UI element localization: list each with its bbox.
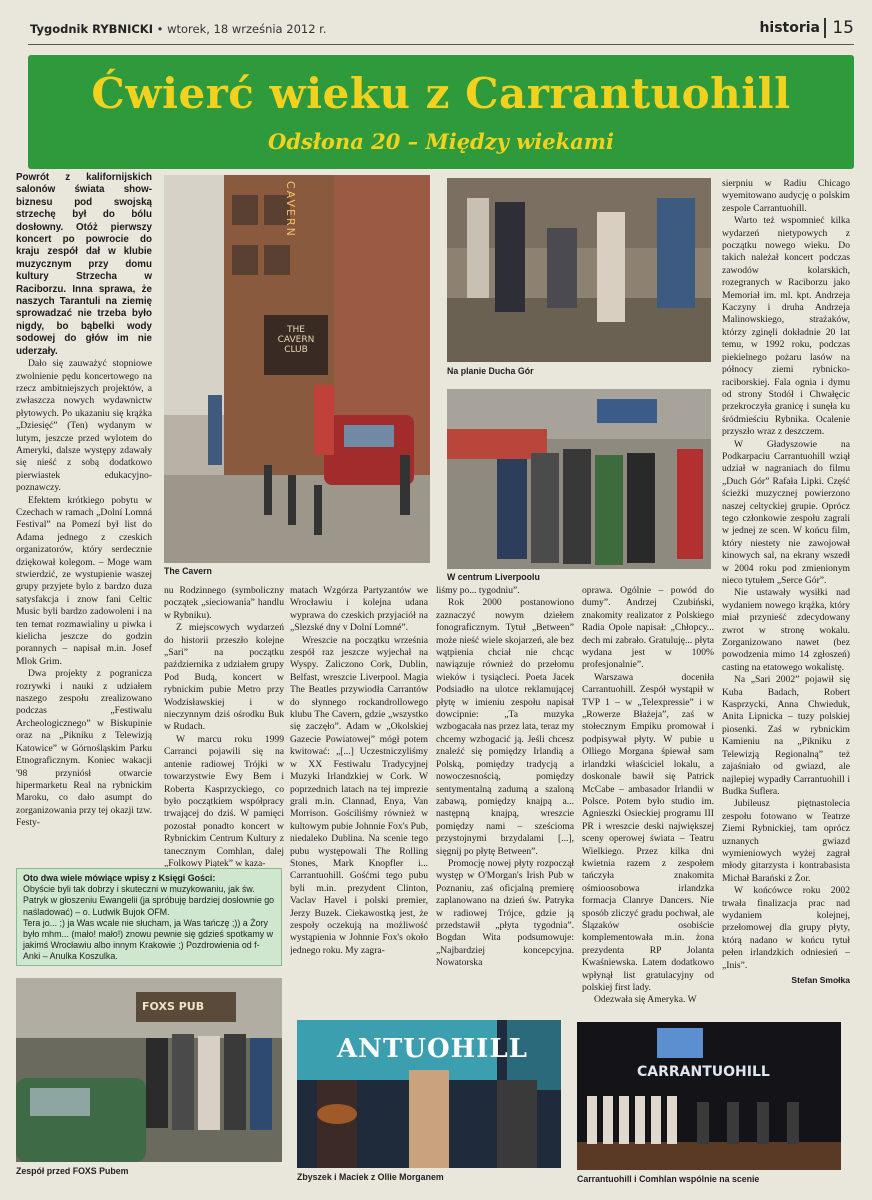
section-label: historia — [759, 20, 820, 36]
masthead — [30, 22, 327, 36]
photo-caption: Zespół przed FOXS Pubem — [16, 1166, 129, 1176]
article-column-3 — [290, 585, 428, 1017]
guestbook-entry: Obyście byli tak dobrzy i skuteczni w muzykowaniu, jak św. Patryk w głoszeniu Ewangelii (ja spróbuję bardziej dosłownie go naśladować) – o. Ludwik Bujok OFM. — [23, 884, 275, 917]
article-paragraph: Warszawa doceniła Carrantuohill. Zespół wystąpił w TVP 1 – w „Telexpressie” i w „Rowerze Błażeja”, zaś w stołecznym Empiku promował i podpisywał płyty. W pubie u Olliego Morgana śpiewał sam irlandzki właściciel lokalu, a doskonale bawił się Patrick McCabe – ambasador Irlandii w Polsce. Potem było studio im. Agnieszki Osieckiej programu III PR i wreszcie deski największej sceny operowej świata – Teatru Wielkiego. Przez kilka dni kwietnia razem z zespołem tańczyła znakomita ośmioosobowa irlandzka formacja Clanrye Dancers. Nie sposób zliczyć gradu pochwał, ale Ślązaków osobiście komplementowała m.in. żona prezydenta RP Jolanta Kwaśniewska. Latem dodatkowo wpłynął list gratulacyjny od polskiej first lady. — [582, 671, 714, 993]
article-paragraph: sierpniu w Radiu Chicago wyemitowano audycję o polskim zespole Carrantuohill. — [722, 178, 850, 214]
article-subtitle: Odsłona 20 – Między wiekami — [268, 129, 614, 154]
photo-comhlan — [577, 1022, 841, 1170]
cavern-club-sign: THE CAVERN CLUB — [277, 325, 315, 355]
article-column-5 — [582, 585, 714, 1017]
stage-banner-text: CARRANTUOHILL — [637, 1064, 770, 1080]
article-title: Ćwierć wieku z Carrantuohill — [91, 69, 791, 118]
article-paragraph: liśmy po... tygodniu”. — [436, 585, 520, 596]
guestbook-title: Oto dwa wiele mówiące wpisy z Księgi Gości: — [23, 873, 216, 883]
photo-liverpool — [447, 389, 711, 569]
photo-ollie-morgan — [297, 1020, 561, 1168]
article-column-2 — [164, 585, 284, 867]
cavern-street-image — [164, 175, 430, 563]
liverpool-street-image — [447, 389, 711, 569]
article-paragraph: nu Rodzinnego (symboliczny początek „sieciowania” handlu w Rybniku). — [164, 585, 284, 621]
article-lead: Powrót z kalifornijskich salonów świata show-biznesu pod swojską strzechę był do bólu dosłowny. Otóż pierwszy koncert po powrocie do kraju zespół dał w klubie muzycznym przy domu kultury Strzecha w Raciborzu. Inna sprawa, że naszych Tarantuli na ziemię sprowadzać nie trzeba było nigdy, bo bąbelki wody sodowej do głów im nie uderzały. — [16, 172, 152, 357]
paper-name: Tygodnik RYBNICKI — [30, 22, 153, 36]
article-column-6 — [722, 178, 850, 1020]
article-column-1 — [16, 172, 152, 868]
author-signature: Stefan Smołka — [791, 975, 850, 985]
article-paragraph: matach Wzgórza Partyzantów we Wrocławiu i kolejna udana wyprawa do czeskich przyjaciół na „Slezské dny v Dolní Lomné”. — [290, 585, 428, 634]
photo-caption: Zbyszek i Maciek z Ollie Morganem — [297, 1172, 444, 1182]
article-column-4 — [436, 585, 574, 1017]
photo-the-cavern — [164, 175, 430, 563]
article-paragraph: W końcówce roku 2002 trwała finalizacja prac nad wydaniem kolejnej, przełomowej dla grupy płyty, którą nadano w końcu tytuł pełen irlandzkich odniesień – „Inis”. — [722, 885, 850, 971]
article-paragraph: Dało się zauważyć stopniowe zwolnienie pędu koncertowego na rzecz ambitniejszych projektów, a zwłaszcza nowych wydawnictw płytowych. Po ukazaniu się krążka „Dziesięć” (Ten) wydanym w lutym, jeszcze przed wylotem do Ameryki, dalsze występy zdawały się nieść z sobą dodatkowo pierwiastek edukacyjno-poznawczy. — [16, 358, 152, 494]
article-paragraph: Odezwała się Ameryka. W — [594, 994, 697, 1006]
photo-caption: W centrum Liverpoolu — [447, 572, 540, 582]
article-paragraph: Warto też wspomnieć kilka wydarzeń nietypowych z początku nowego wieku. Do takich należał koncert podczas zawodów kolarskich, rozegranych w Raciborzu jako Memoriał im. ml. kpt. Andrzeja Kaczyny i druha Andrzeja Malinowskiego, strażaków, którzy zginęli dokładnie 20 lat temu, w 1992 roku, podczas piekielnego pożaru lasów na północy ziemi rybnicko-raciborskiej. Fala ognia i dymu od strony Stodół i Chwałęcic przekroczyła granicę i sunęła ku śródmieściu Rybnika. Ocalenie przyszło wraz z deszczem. — [722, 215, 850, 438]
photo-caption: Na planie Ducha Gór — [447, 366, 534, 376]
article-paragraph: Z miejscowych wydarzeń do historii przeszło kolejne „Sari” na początku października z udziałem grupy Pod Budą, koncert w rybnickim pubie Metro przy Wodzisławskiej i w nieczynnym dziś ośrodku Buk w Rudach. — [164, 622, 284, 733]
article-paragraph: Nie ustawały wysiłki nad wydaniem nowego krążka, który miał przynieść zdecydowany zwrot w stronę wokalu. Zorganizowano nawet (bez powodzenia mimo 14 zgłoszeń) casting na etatowego wokalistę. — [722, 587, 850, 673]
stage-banner-text: ANTUOHILL — [337, 1034, 528, 1064]
issue-date: • wtorek, 18 września 2012 r. — [156, 22, 327, 36]
article-paragraph: Dwa projekty z pogranicza rozrywki i nauki z udziałem naszego zespołu zrealizowano podczas „Festiwalu Archeologicznego” w Biskupinie oraz na „Pikniku z Telewizją Katowice” w Górnośląskim Parku Etnograficznym. Koniec wakacji '98 przyniósł otwarcie hipermarketu Real na rybnickim Maroku, co dało asumpt do zorganizowania przy tej okazji tzw. Festy- — [16, 668, 152, 829]
foxs-sign: FOXS PUB — [142, 1000, 205, 1013]
article-paragraph: Rok 2000 postanowiono zaznaczyć nowym dziełem fonograficznym. Tytuł „Between” może nieść wiele skojarzeń, ale bez wątpienia chciał nie chcąc nawiązuje również do przełomu wieków i tysiącleci. Poeta Jacek Podsiadło na ulotce reklamującej płytę w imieniu zespołu napisał dowcipnie: „Ta muzyka wzbogacała nas przez lata, teraz my chcemy wzbogacić ją. Jeśli chcesz znaleźć się pomiędzy Irlandią a Polską, pomiędzy tradycją a nowoczesnością, pomiędzy sentymentalną zadumą a szaloną zabawą, pomiędzy knajpą a... następną knajpą, wreszcie pomiędzy nami – sześcioma przystojnymi brzydalami [...], sięgnij po płytę Between”. — [436, 597, 574, 857]
cavern-sign-vertical: CAVERN — [284, 181, 297, 238]
photo-caption: Carrantuohill i Comhlan wspólnie na scenie — [577, 1174, 760, 1184]
guestbook-entry: Tera jo... ;) ja Was wcale nie słucham, ja Was tańczę ;)) a Żory było mhm... (mało! mało!) znowu pewnie się gdzieś spotkamy w jakimś Wrocławiu albo innym Krakowie ;) Pozdrowienia od f-Anki – Anulka Koszulka. — [23, 917, 274, 962]
article-paragraph: Wreszcie na początku września zespół raz jeszcze wyjechał na Wyspy. Zaliczono Cork, Dublin, Belfast, wreszcie Liverpool. Magia The Beatles przywiodła Carrantów do słynnego rockandrollowego klubu The Cavern, gdzie „wszystko się zaczęło”. Adam w „Okolskiej Gazecie Powiatowej” mógł potem kwitować: „[...] Uczestniczyliśmy w XX Festiwalu Tradycyjnej Muzyki Irlandzkiej w Cork. W poprzednich latach na tej imprezie grali m.in. Clannad, Enya, Van Morrison. Gościliśmy również w kultowym pubie Johnnie Fox's Pub, niedaleko Dublina. Na scenie tego pubu występowali The Rolling Stones, Mark Knopfler i... Carrantuohill. Gośćmi tego pubu byli m.in. prezydent Clinton, Vaclav Havel i polski premier, Jerzy Buzek. Ciekawostką jest, że zespoły oczekują na możliwość wystąpienia w Johnnie Fox's około jednego roku. My zagra- — [290, 634, 428, 956]
title-banner — [28, 55, 854, 169]
photo-foxs-pub — [16, 978, 282, 1162]
page-number: 15 — [824, 18, 854, 38]
article-paragraph: W Gładyszowie na Podkarpaciu Carrantuohill wziął udział w nagraniach do filmu „Duch Gór” Rafała Lipki. Część ścieżki muzycznej powierzono naszej celtyckiej grupie. Oprócz tego członkowie zespołu zagrali w jednej ze scen. W końcu film, który niestety nie zawojował kinowych sal, na ekrany wszedł w 2004 roku pod zmienionym nieco tytułem „Serce Gór”. — [722, 438, 850, 586]
guestbook-box — [16, 868, 282, 966]
page-header — [28, 18, 854, 45]
article-paragraph: W marcu roku 1999 Carranci pojawili się na antenie radiowej Trójki w towarzystwie Ewy Bem i Roberta Kasprzyckiego, co było początkiem współpracy trwającej do dziś. W pamięci pozostał ponadto koncert w Rybnickim Centrum Kultury z tanecznym Comhlan, dalej „Folkowy Piątek” w kaza- — [164, 733, 284, 867]
concert-stage-image — [577, 1022, 841, 1170]
film-set-image — [447, 178, 711, 362]
photo-caption: The Cavern — [164, 566, 212, 576]
article-paragraph: oprawa. Ogólnie – powód do dumy”. Andrzej Czubiński, znakomity realizator z Polskiego Radia Opole napisał: „Chłopcy... dech mi zabrało. Gratuluję... płyta wydana jest w 100% profesjonalnie”. — [582, 585, 714, 671]
article-paragraph: Promocję nowej płyty rozpoczął występ w O'Morgan's Irish Pub w Poznaniu, zaś oficjalną premierę zaplanowano na dzień św. Patryka w radiowej Trójce, gdzie ją przedstawił „płyta tygodnia”. Bogdan Wita podsumowuje: „Najbardziej koncepcyjna. Nowatorska — [436, 857, 574, 969]
article-paragraph: Na „Sari 2002” pojawił się Kuba Badach, Robert Kasprzycki, Anna Chwieduk, Anita Lipnicka – tuzy polskiej piosenki. Zaś w rybnickim Kamieniu na „Pikniku z Telewizją Regionalną” też zajaśniało od gwiazd, ale najlepiej wypadły Carrantuohill i Budka Suflera. — [722, 674, 850, 797]
article-paragraph: Jubileusz piętnastolecia zespołu fotowano w Teatrze Ziemi Rybnickiej, tam oprócz uznanych gwiazd wymieniowych wyżej zagrał młody gitarzysta i kontrabasista Michał Barański z Żor. — [722, 798, 850, 884]
article-paragraph: Efektem krótkiego pobytu w Czechach w ramach „Dolní Lomná Festival” na Pomezí był list do Adama jednego z czeskich organizatorów, który serdecznie dziękował kolegom. – Moge wam stwierdzić, ze wystupienie waszej grupy przyjete bylo z bardzo duza satysfakcja i znow fani Celtic Music byli bardzo zadowoleni i na ten temat rozmawialiny u piwka i kieliсha jeszcze do godzin porannych – napisał m.in. Josef Mlok Grim. — [16, 494, 152, 667]
photo-ducha-gor — [447, 178, 711, 362]
